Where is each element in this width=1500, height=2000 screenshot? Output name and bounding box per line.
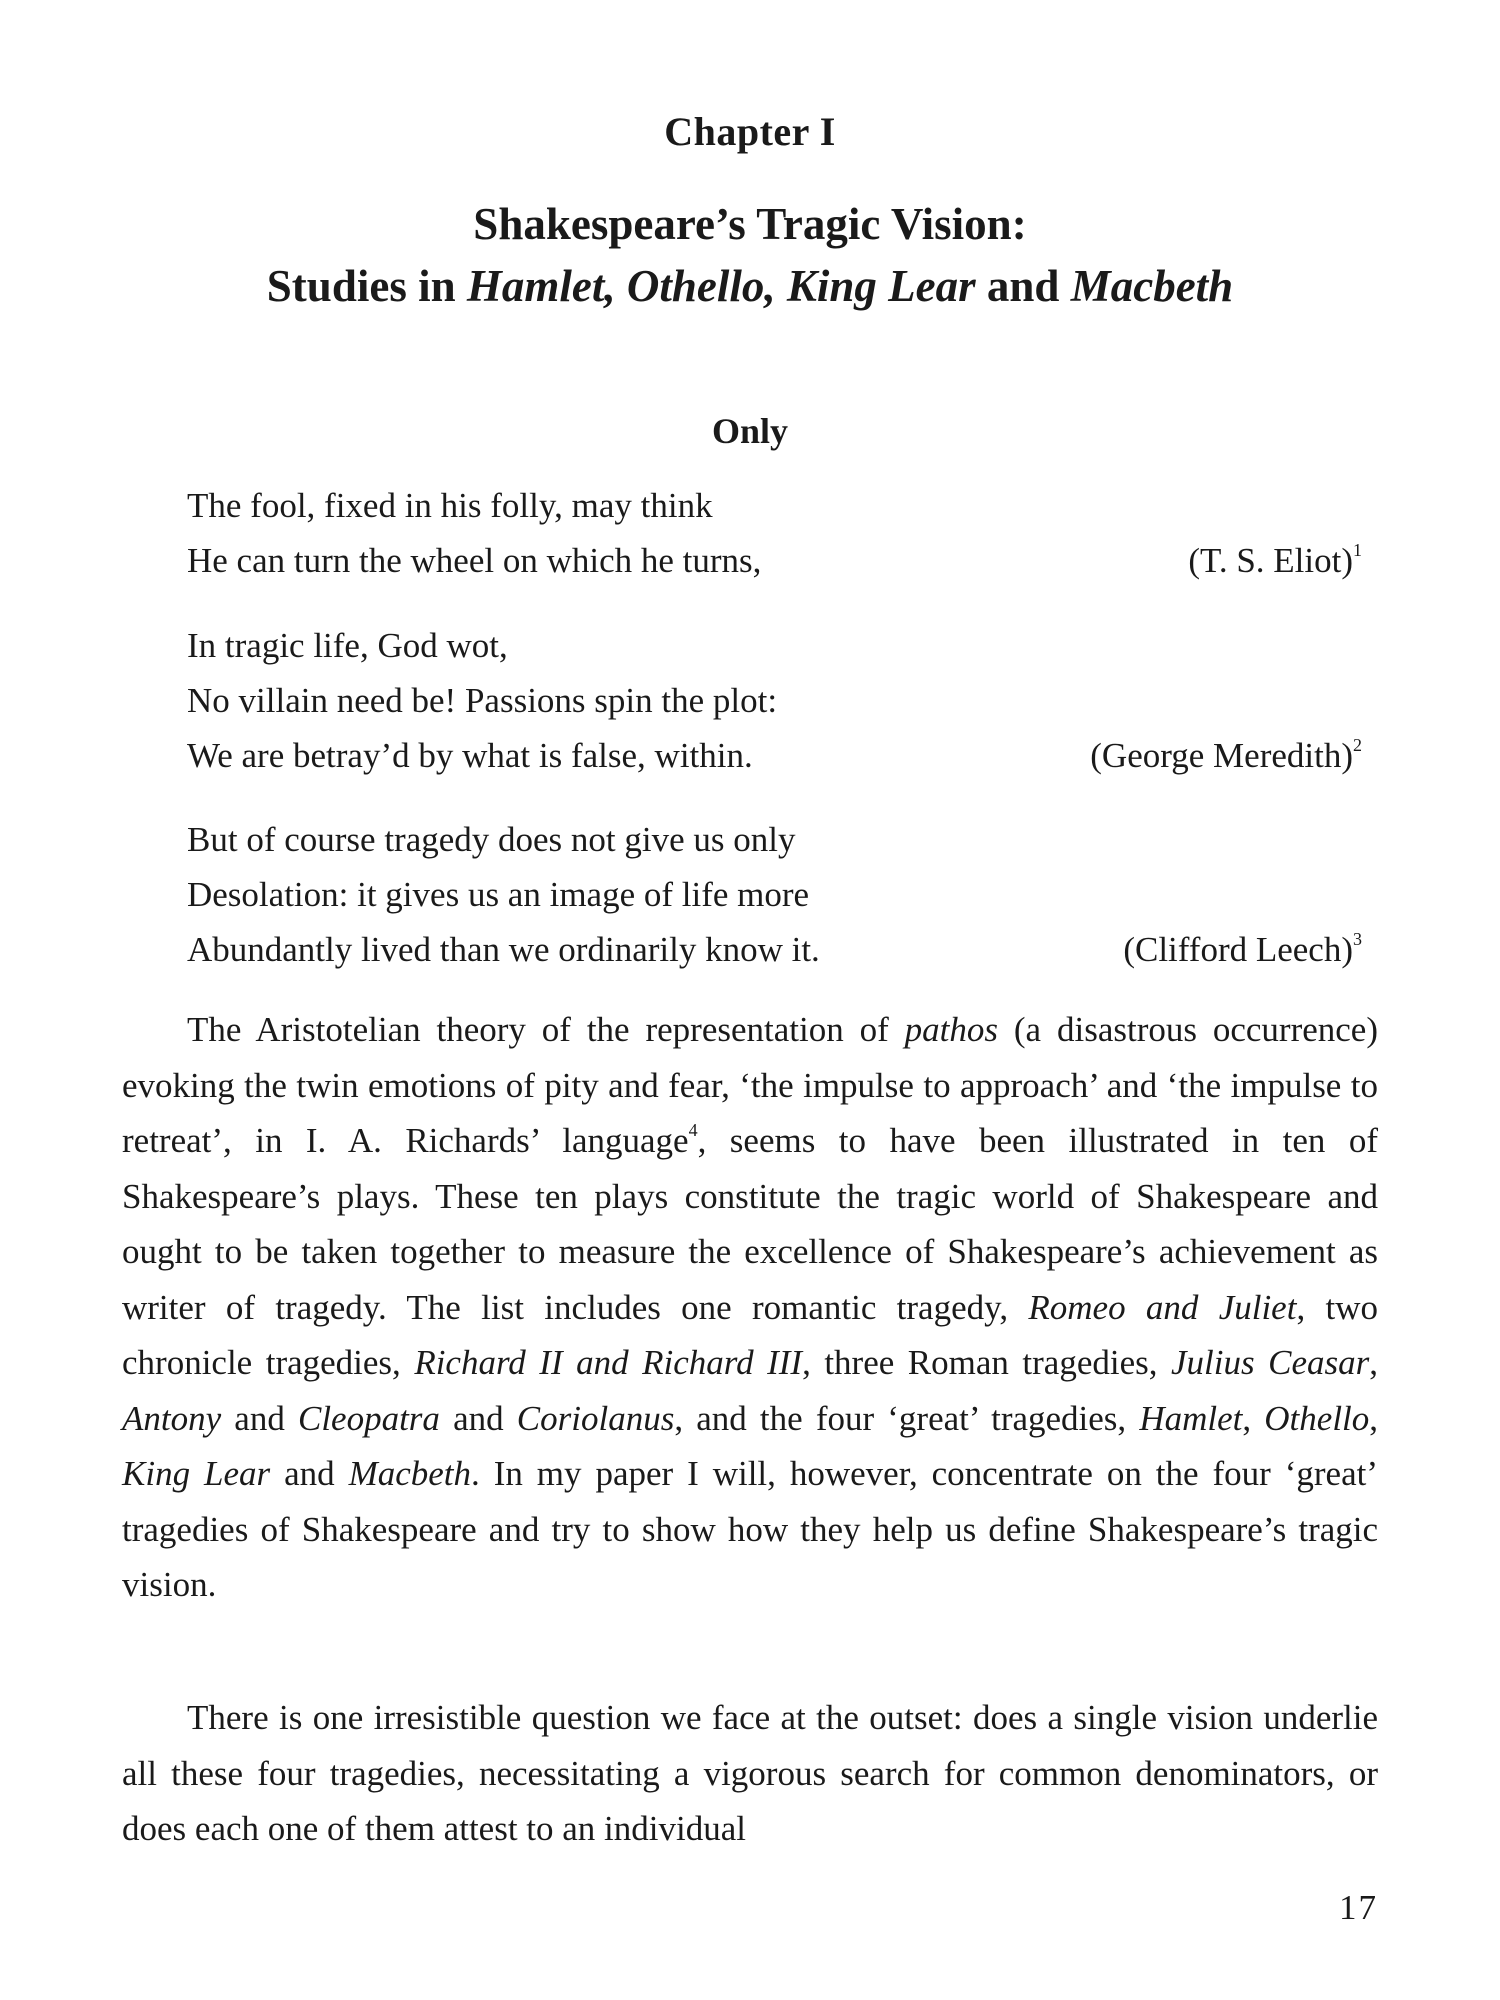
text-run: and: [221, 1398, 298, 1438]
text-run: (a disastrous occurrence) evoking the twin emotions of pity and fear, ‘the impulse to approach’ and ‘the impulse to retreat’, in I. A. Richards’ language: [122, 1010, 1378, 1160]
text-run: The Aristotelian theory of the representation of: [187, 1010, 905, 1049]
epigraph-attribution: [1188, 533, 1362, 588]
epigraph-eliot: [187, 478, 1362, 588]
text-run: . In my paper I will, however, concentrate on the four ‘great’ tragedies of Shakespeare and try to show how they help us define Shakespeare’s tragic vision.: [122, 1454, 1378, 1604]
title-prefix: Studies in: [266, 261, 467, 311]
epigraph-leech: [187, 812, 1362, 977]
italic-title: Cleopatra: [297, 1398, 440, 1438]
body-paragraph-2: [122, 1690, 1378, 1857]
italic-title: Hamlet: [1139, 1398, 1243, 1438]
italic-title: Coriolanus: [516, 1398, 675, 1438]
italic-term: pathos: [904, 1010, 999, 1049]
chapter-title-line-2: [0, 255, 1500, 317]
epigraph-attribution: [1090, 728, 1362, 783]
chapter-label: Chapter I: [664, 109, 836, 154]
epigraph-line: No villain need be! Passions spin the plot:: [187, 681, 778, 720]
attribution-text: (George Meredith): [1090, 736, 1353, 775]
text-run: , two chronicle tragedies,: [122, 1287, 1378, 1382]
footnote-marker: 2: [1353, 735, 1362, 755]
italic-title: Julius Ceasar: [1171, 1343, 1370, 1382]
epigraph-heading: Only: [711, 411, 789, 451]
epigraph-line: He can turn the wheel on which he turns,: [187, 541, 762, 580]
text-run: and: [439, 1398, 517, 1438]
italic-title: Macbeth: [348, 1454, 472, 1493]
footnote-marker: 1: [1353, 540, 1362, 560]
text-run: , seems to have been illustrated in ten of Shakespeare’s plays. These ten plays constitute the tragic world of Shakespeare and ought to be taken together to measure the excellence of Shakespeare’s achievement as writer of tragedy. The list includes one romantic tragedy,: [122, 1121, 1378, 1327]
title-and: and: [975, 261, 1071, 311]
italic-title: King Lear: [122, 1454, 271, 1493]
text-run: ,: [1242, 1398, 1265, 1438]
epigraph-line: The fool, fixed in his folly, may think: [187, 486, 713, 525]
title-macbeth: Macbeth: [1070, 261, 1234, 311]
page-number: 17: [1339, 1888, 1378, 1927]
epigraph-line: We are betray’d by what is false, within.: [187, 736, 753, 775]
chapter-title: [0, 193, 1500, 317]
chapter-title-line-1: Shakespeare’s Tragic Vision:: [473, 199, 1027, 249]
epigraph-line: In tragic life, God wot,: [187, 626, 508, 665]
text-run: and: [270, 1454, 349, 1493]
epigraph-line: Abundantly lived than we ordinarily know it.: [187, 930, 820, 969]
body-paragraph-1: [122, 1002, 1378, 1613]
footnote-marker: 4: [688, 1120, 698, 1140]
title-othello: Othello,: [626, 261, 776, 311]
epigraph-meredith: [187, 618, 1362, 783]
title-king-lear: King Lear: [786, 261, 976, 311]
text-run: ,: [1369, 1398, 1379, 1438]
attribution-text: (Clifford Leech): [1123, 930, 1353, 969]
italic-title: Richard II and Richard III: [414, 1343, 803, 1382]
paragraph: [122, 1002, 1378, 1613]
text-run: , three Roman tragedies,: [802, 1343, 1171, 1382]
footnote-marker: 3: [1353, 929, 1362, 949]
text-run: , and the four ‘great’ tragedies,: [674, 1398, 1140, 1438]
epigraph-attribution: [1123, 922, 1362, 977]
italic-title: Antony: [122, 1398, 222, 1438]
paragraph: There is one irresistible question we face at the outset: does a single vision underlie all these four tragedies, necessitating a vigorous search for common denominators, or does each one of them attest to an individual: [122, 1698, 1378, 1848]
attribution-text: (T. S. Eliot): [1188, 541, 1353, 580]
epigraph-line: But of course tragedy does not give us only: [187, 820, 796, 859]
italic-title: Romeo and Juliet: [1028, 1287, 1297, 1327]
text-run: ,: [1369, 1343, 1378, 1382]
title-hamlet: Hamlet,: [466, 261, 616, 311]
italic-title: Othello: [1264, 1398, 1370, 1438]
epigraph-line: Desolation: it gives us an image of life more: [187, 875, 810, 914]
